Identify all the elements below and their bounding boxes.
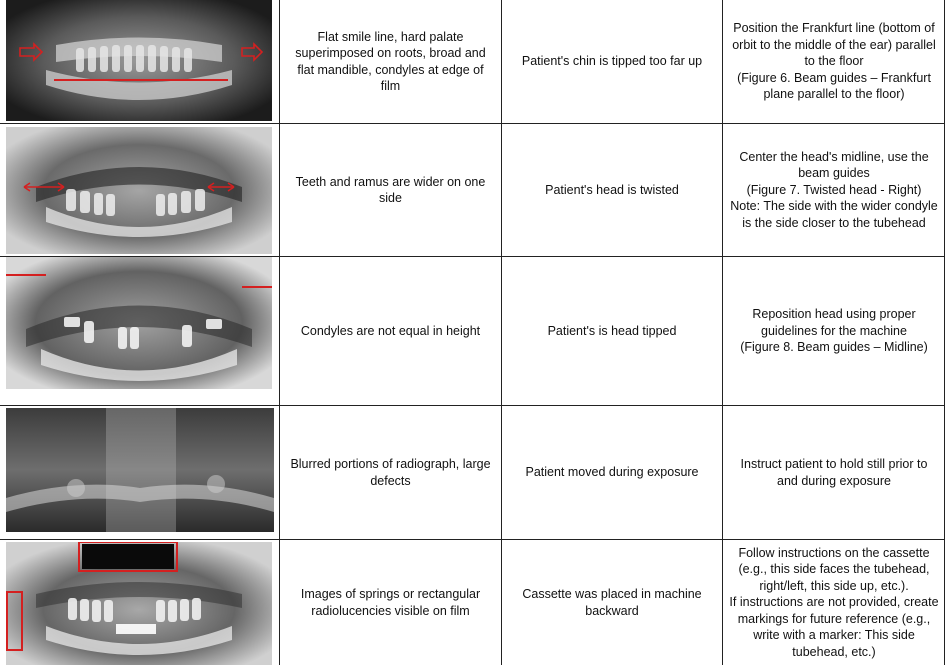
cause-text: Patient moved during exposure <box>525 465 699 480</box>
panoramic-xray-image <box>6 408 274 532</box>
panoramic-xray-image <box>6 127 272 254</box>
finding-text: Flat smile line, hard palate superimposed on roots, broad and flat mandible, condyles at edge of film <box>295 29 486 93</box>
panoramic-xray-image <box>6 542 272 665</box>
correction-text: Position the Frankfurt line (bottom of orbit to the middle of the ear) parallel to the floor (Figure 6. Beam guides – Frankfurt plane parallel to the floor) <box>732 21 936 102</box>
panoramic-xray-image <box>6 0 272 121</box>
cause-text: Patient's chin is tipped too far up <box>521 54 703 69</box>
table-row <box>0 124 950 256</box>
cause-text: Patient's head is twisted <box>545 182 679 197</box>
finding-text: Images of springs or rectangular radiolucencies visible on film <box>300 587 481 618</box>
correction-text: Instruct patient to hold still prior to and during exposure <box>740 457 928 488</box>
panoramic-xray-image <box>6 257 272 389</box>
table-row <box>0 406 950 539</box>
finding-text: Blurred portions of radiograph, large defects <box>290 457 491 488</box>
correction-text: Reposition head using proper guidelines for the machine (Figure 8. Beam guides – Midline) <box>740 307 928 355</box>
finding-text: Condyles are not equal in height <box>300 323 481 338</box>
table-row <box>0 257 950 405</box>
finding-text: Teeth and ramus are wider on one side <box>295 174 486 205</box>
cause-text: Cassette was placed in machine backward <box>522 587 702 618</box>
table-row <box>0 540 950 665</box>
correction-text: Center the head's midline, use the beam guides (Figure 7. Twisted head - Right) Note: The side with the wider condyle is the side closer to the tubehead <box>730 149 938 230</box>
correction-text: Follow instructions on the cassette (e.g., this side faces the tubehead, right/left, this side up, etc.). If instructions are not provided, create markings for future reference (e.g., write with a marker: This side tubehead, etc.) <box>729 545 939 659</box>
table-row <box>0 0 950 123</box>
cause-text: Patient's is head tipped <box>547 323 677 338</box>
